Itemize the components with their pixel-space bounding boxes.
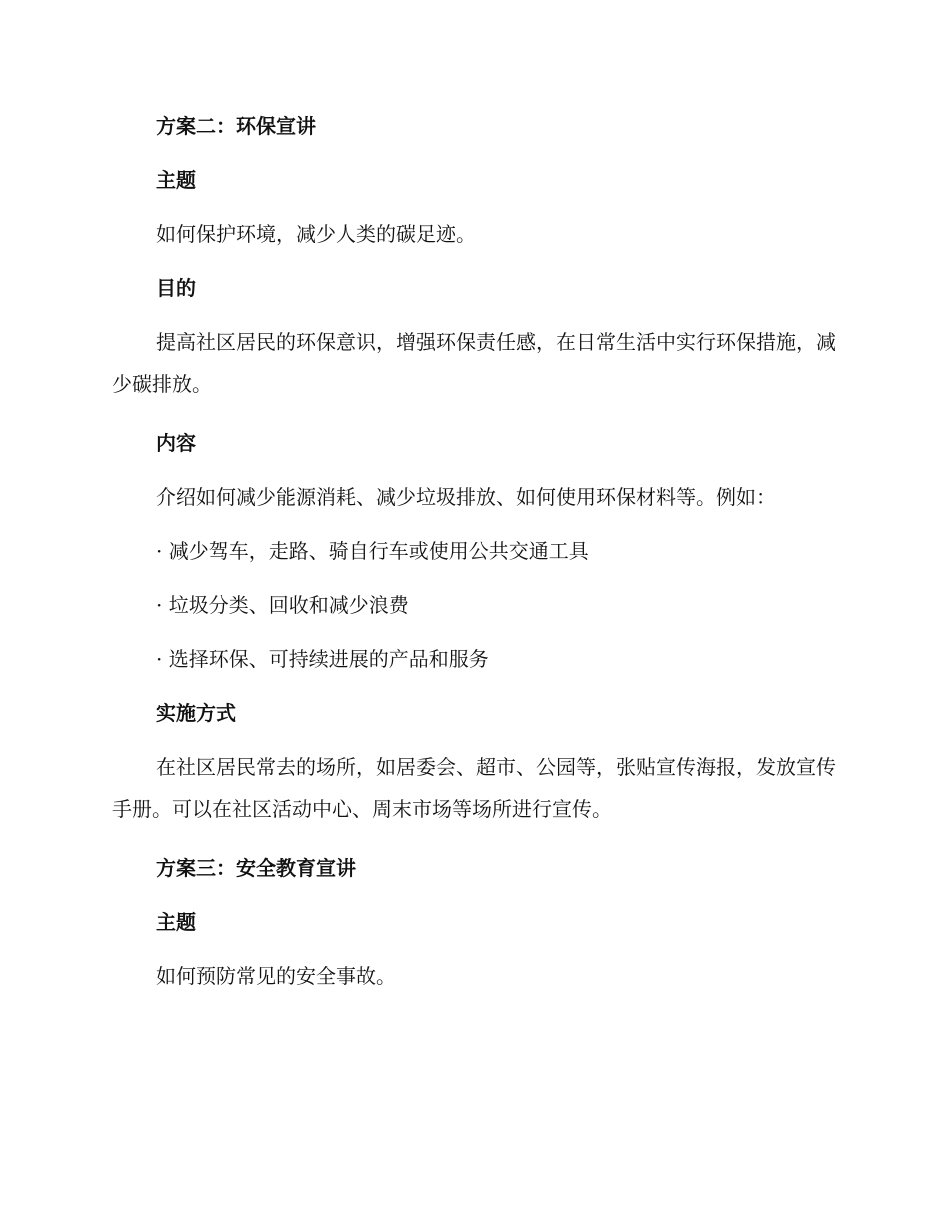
plan3-theme-text: 如何预防常见的安全事故。 [156, 964, 396, 988]
plan2-theme-text: 如何保护环境，减少人类的碳足迹。 [156, 222, 476, 246]
plan2-bullet-1: · 减少驾车，走路、骑自行车或使用公共交通工具 [156, 539, 589, 563]
plan2-theme-heading: 主题 [156, 168, 196, 192]
plan2-method-heading: 实施方式 [156, 701, 236, 725]
plan3-title: 方案三：安全教育宣讲 [156, 856, 356, 880]
plan2-content-text: 介绍如何减少能源消耗、减少垃圾排放、如何使用环保材料等。例如： [156, 485, 776, 509]
plan2-method-text: 在社区居民常去的场所，如居委会、超市、公园等，张贴宣传海报，发放宣传手册。可以在社区活动中心、周末市场等场所进行宣传。 [112, 755, 836, 821]
plan2-goal-heading: 目的 [156, 276, 196, 300]
plan3-theme-heading: 主题 [156, 910, 196, 934]
plan2-bullet-3: · 选择环保、可持续进展的产品和服务 [156, 647, 489, 671]
plan2-goal-text: 提高社区居民的环保意识，增强环保责任感，在日常生活中实行环保措施，减少碳排放。 [112, 330, 836, 396]
plan2-bullet-2: · 垃圾分类、回收和减少浪费 [156, 593, 409, 617]
plan2-content-heading: 内容 [156, 431, 196, 455]
plan2-title: 方案二：环保宣讲 [156, 114, 316, 138]
